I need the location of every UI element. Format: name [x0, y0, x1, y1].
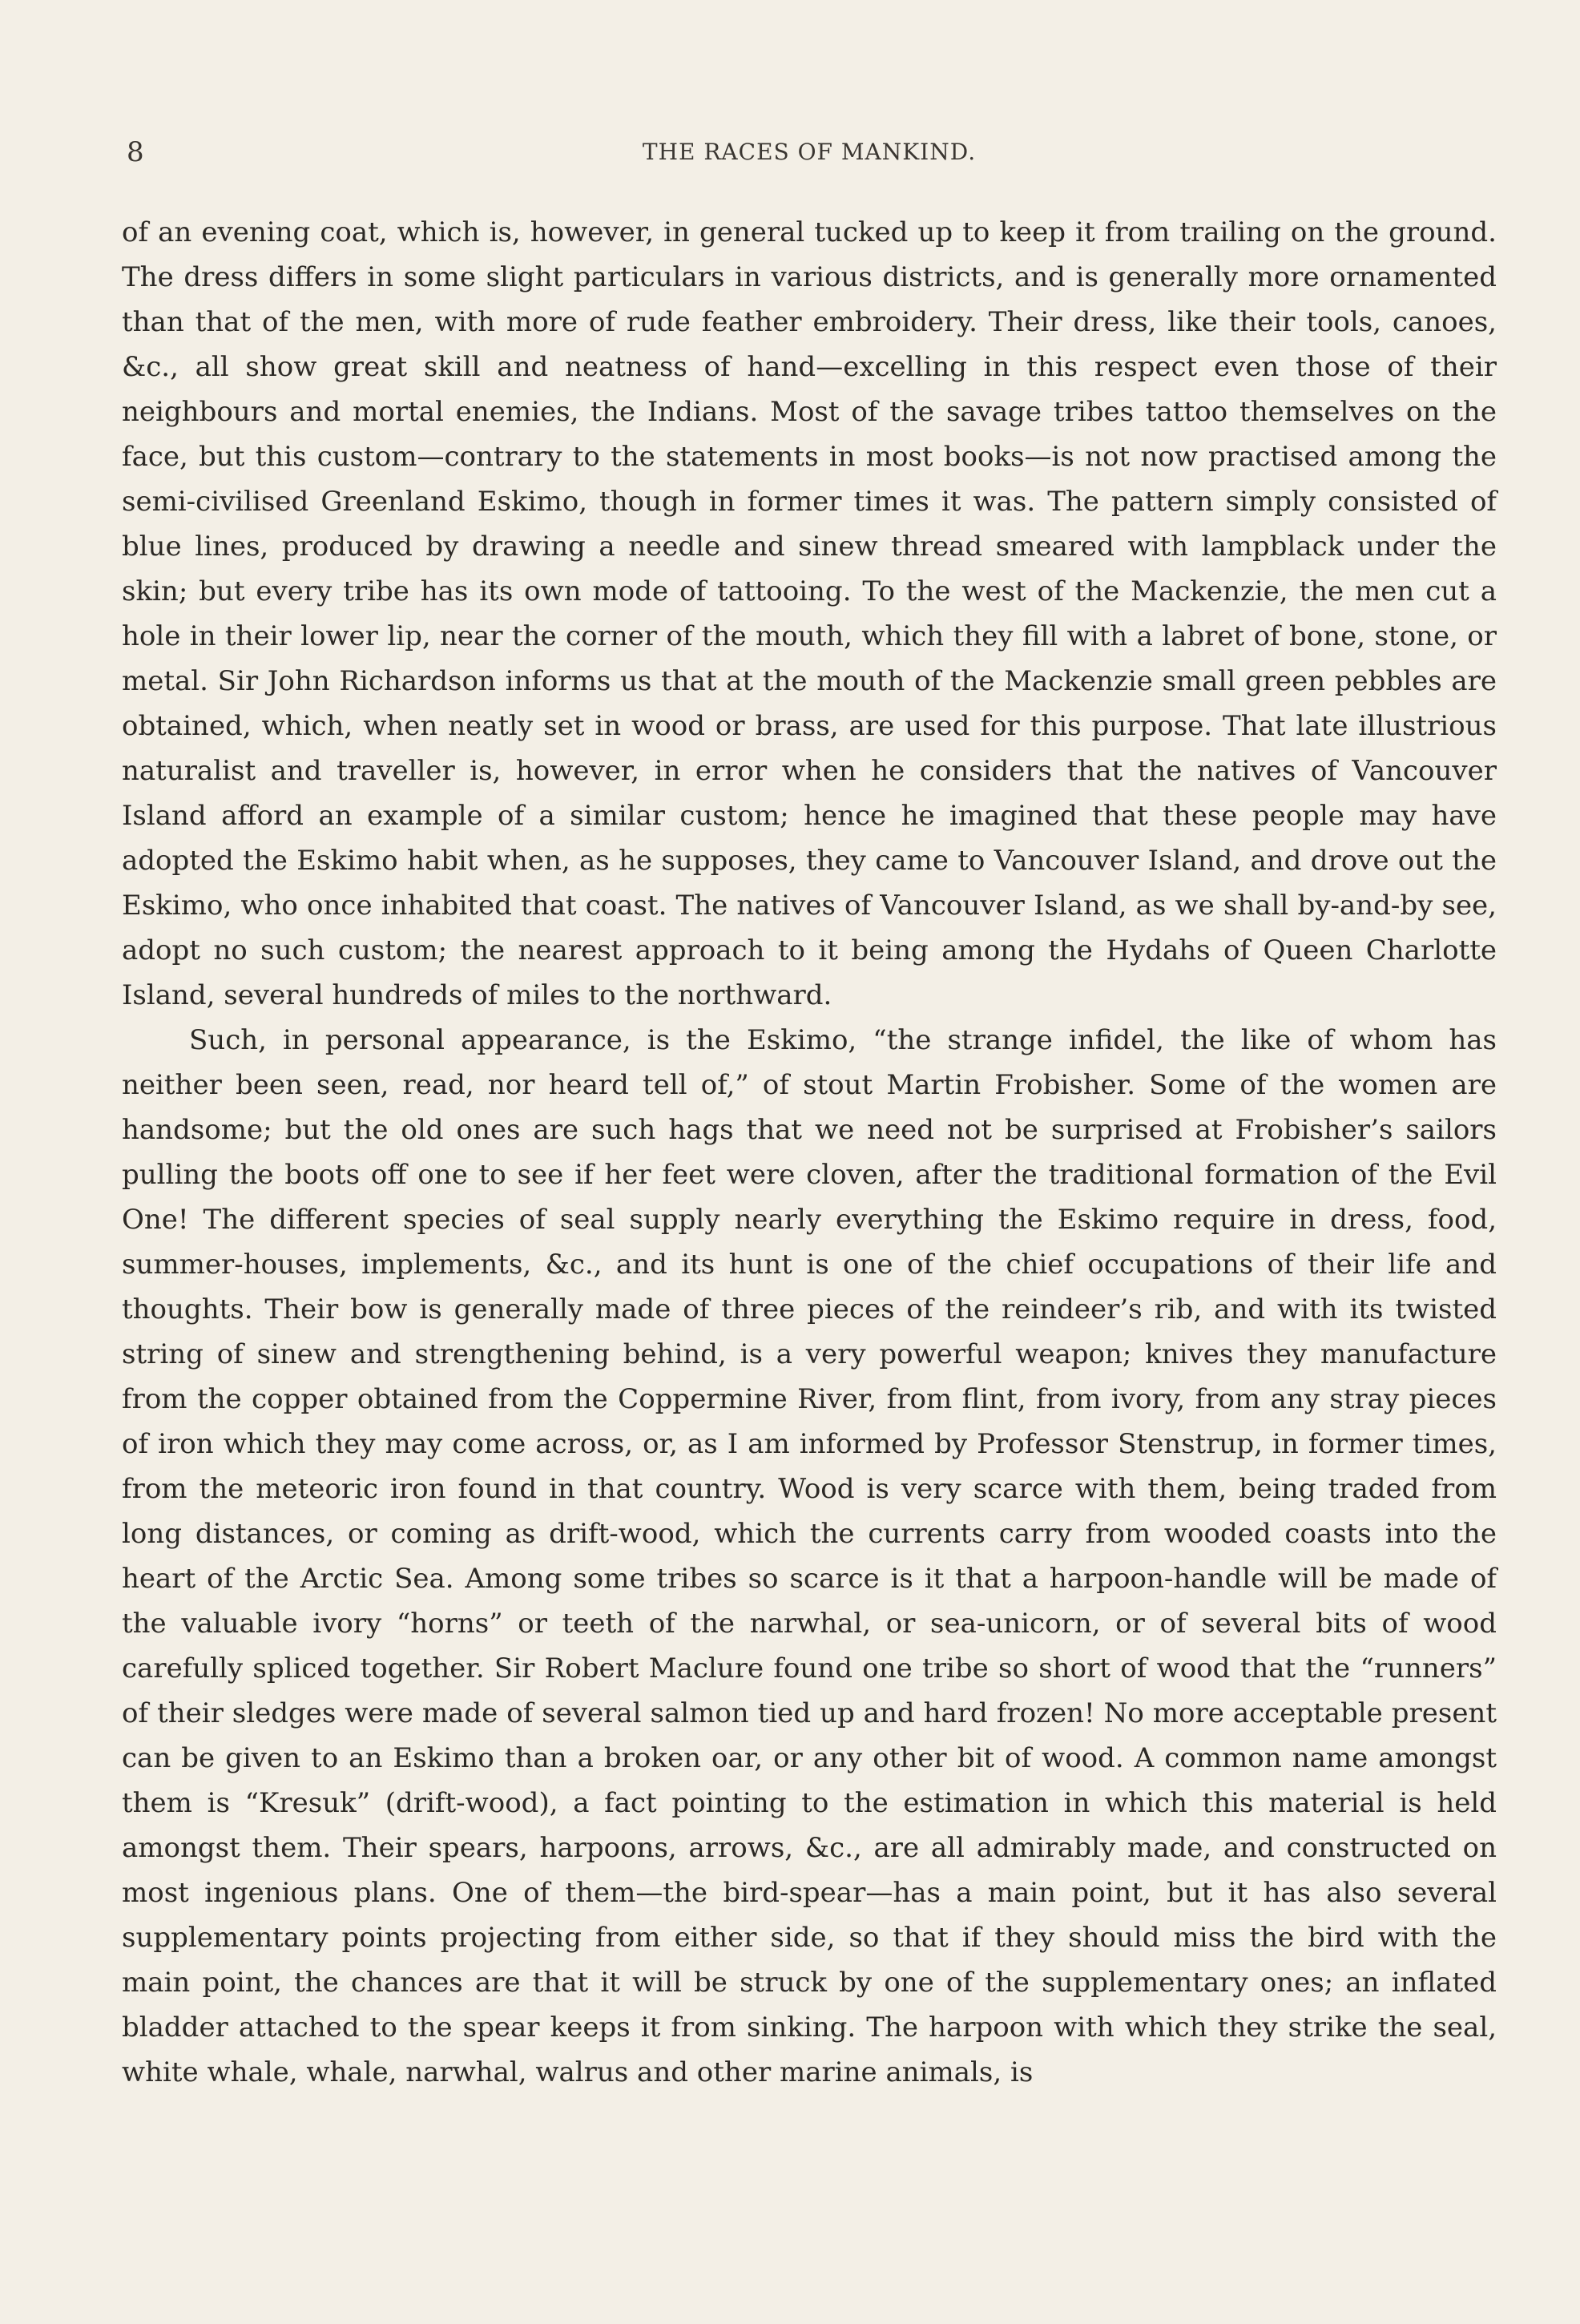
paragraph: Such, in personal appearance, is the Eskimo, “the strange infidel, the like of whom has neither been seen, read, nor heard tell of,” of stout Martin Frobisher. Some of the women are handsome; but the old ones are such hags that we need not be surprised at Frobisher’s sailors pulling the boots off one to see if her feet were cloven, after the traditional formation of the Evil One! The different species of seal supply nearly everything the Eskimo require in dress, food, summer-houses, implements, &c., and its hunt is one of the chief occupations of their life and thoughts. Their bow is generally made of three pieces of the reindeer’s rib, and with its twisted string of sinew and strengthening behind, is a very powerful weapon; knives they manufacture from the copper obtained from the Coppermine River, from flint, from ivory, from any stray pieces of iron which they may come across, or, as I am informed by Professor Stenstrup, in former times, from the meteoric iron found in that country. Wood is very scarce with them, being traded from long distances, or coming as drift-wood, which the currents carry from wooded coasts into the heart of the Arctic Sea. Among some tribes so scarce is it that a harpoon-handle will be made of the valuable ivory “horns” or teeth of the narwhal, or sea-unicorn, or of several bits of wood carefully spliced together. Sir Robert Maclure found one tribe so short of wood that the “runners” of their sledges were made of several salmon tied up and hard frozen! No more acceptable present can be given to an Eskimo than a broken oar, or any other bit of wood. A common name amongst them is “Kresuk” (drift-wood), a fact pointing to the estimation in which this material is held amongst them. Their spears, harpoons, arrows, &c., are all admirably made, and constructed on most ingenious plans. One of them—the bird-spear—has a main point, but it has also several supplementary points projecting from either side, so that if they should miss the bird with the main point, the chances are that it will be struck by one of the supplementary ones; an inflated bladder attached to the spear keeps it from sinking. The harpoon with which they strike the seal, white whale, whale, narwhal, walrus and other marine animals, is [122, 1024, 1497, 2088]
paragraph-continued: of an evening coat, which is, however, in general tucked up to keep it from trailing on the ground. The dress differs in some slight particulars in various districts, and is generally more ornamented than that of the men, with more of rude feather embroidery. Their dress, like their tools, canoes, &c., all show great skill and neatness of hand—excelling in this respect even those of their neighbours and mortal enemies, the Indians. Most of the savage tribes tattoo themselves on the face, but this custom—contrary to the statements in most books—is not now practised among the semi-civilised Greenland Eskimo, though in former times it was. The pattern simply consisted of blue lines, produced by drawing a needle and sinew thread smeared with lampblack under the skin; but every tribe has its own mode of tattooing. To the west of the Mackenzie, the men cut a hole in their lower lip, near the corner of the mouth, which they fill with a labret of bone, stone, or metal. Sir John Richardson informs us that at the mouth of the Mackenzie small green pebbles are obtained, which, when neatly set in wood or brass, are used for this purpose. That late illustrious naturalist and traveller is, however, in error when he considers that the natives of Vancouver Island afford an example of a similar custom; hence he imagined that these people may have adopted the Eskimo habit when, as he supposes, they came to Vancouver Island, and drove out the Eskimo, who once inhabited that coast. The natives of Vancouver Island, as we shall by-and-by see, adopt no such custom; the nearest approach to it being among the Hydahs of Queen Charlotte Island, several hundreds of miles to the northward. [122, 216, 1497, 1011]
running-title: THE RACES OF MANKIND. [642, 139, 977, 165]
page-number: 8 [127, 136, 144, 168]
page-header [120, 132, 1498, 172]
body-text [122, 210, 1497, 2095]
